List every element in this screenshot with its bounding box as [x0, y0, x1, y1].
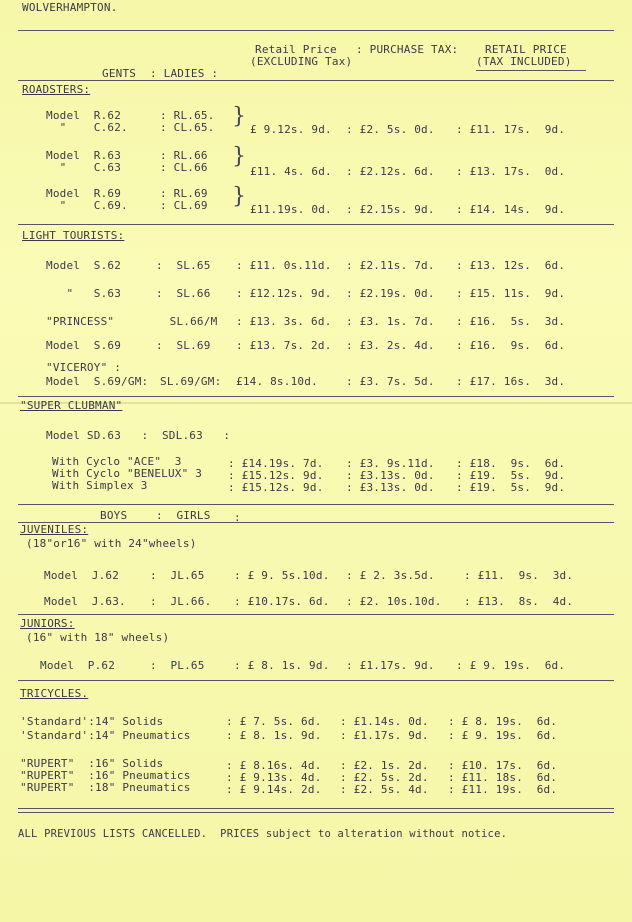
tricycle-3-model: "RUPERT" :16" Solids — [20, 757, 164, 770]
heading-tricycles: TRICYCLES. — [20, 687, 89, 700]
tourist-2-gents: " S.63 — [46, 287, 122, 300]
header-girls: : GIRLS — [156, 509, 211, 522]
roadster-1-ladies: : RL.65. — [160, 109, 215, 122]
heading-roadsters: ROADSTERS: — [22, 83, 91, 96]
roadster-2-price: £11. 4s. 6d. — [250, 165, 332, 178]
roadster-3-total: : £14. 14s. 9d. — [456, 203, 566, 216]
roadster-3-gents-alt: " C.69. — [46, 199, 128, 212]
juveniles-note: (18"or16" with 24"wheels) — [26, 537, 197, 550]
tricycle-1-price: : £ 7. 5s. 6d. — [226, 715, 322, 728]
letterhead-fragment: WOLVERHAMPTON. — [22, 1, 118, 14]
footer-notice: ALL PREVIOUS LISTS CANCELLED. PRICES subject to alteration without notice. — [18, 828, 508, 840]
juvenile-1-tax: : £ 2. 3s.5d. — [346, 569, 435, 582]
tricycle-5-tax: : £2. 5s. 4d. — [340, 783, 429, 796]
roadster-2-tax: : £2.12s. 6d. — [346, 165, 435, 178]
clubman-1-total: : £18. 9s. 6d. — [456, 457, 566, 470]
heading-juveniles: JUVENILES: — [20, 523, 89, 536]
brace: } — [232, 184, 246, 209]
tricycle-4-total: : £11. 18s. 6d. — [448, 771, 558, 784]
roadster-1-price: £ 9.12s. 9d. — [250, 123, 332, 136]
roadster-2-gents: Model R.63 — [46, 149, 122, 162]
juvenile-2-boys: Model J.63. — [44, 595, 126, 608]
tourist-3-ladies: SL.66/M — [156, 315, 218, 328]
juniors-note: (16" with 18" wheels) — [26, 631, 170, 644]
roadster-1-gents-alt: " C.62. — [46, 121, 128, 134]
tourist-1-price: : £11. 0s.11d. — [236, 259, 332, 272]
tourist-2-price: : £12.12s. 9d. — [236, 287, 332, 300]
rule-boys-girls — [18, 522, 614, 523]
roadster-1-ladies-alt: : CL.65. — [160, 121, 215, 134]
rule-tricycles-double — [18, 812, 614, 813]
tourist-3-tax: : £3. 1s. 7d. — [346, 315, 435, 328]
header-tax-included: (TAX INCLUDED) — [476, 55, 572, 68]
juvenile-1-total: : £11. 9s. 3d. — [464, 569, 574, 582]
roadster-2-total: : £13. 17s. 0d. — [456, 165, 566, 178]
tricycle-5-price: : £ 9.14s. 2d. — [226, 783, 322, 796]
tricycle-4-price: : £ 9.13s. 4d. — [226, 771, 322, 784]
tourist-1-gents: Model S.62 — [46, 259, 122, 272]
clubman-3-price: : £15.12s. 9d. — [228, 481, 324, 494]
junior-1-total: : £ 9. 19s. 6d. — [456, 659, 566, 672]
clubman-3-total: : £19. 5s. 9d. — [456, 481, 566, 494]
clubman-1-gear: With Cyclo "ACE" 3 — [52, 455, 182, 468]
tricycle-4-model: "RUPERT" :16" Pneumatics — [20, 769, 191, 782]
header-purchase-tax: : PURCHASE TAX: — [356, 43, 459, 56]
heading-super-clubman: "SUPER CLUBMAN" — [20, 399, 123, 412]
tourist-4-total: : £16. 9s. 6d. — [456, 339, 566, 352]
tricycle-2-model: 'Standard':14" Pneumatics — [20, 729, 191, 742]
viceroy-price: £14. 8s.10d. — [236, 375, 318, 388]
juvenile-2-price: : £10.17s. 6d. — [234, 595, 330, 608]
brace: } — [232, 144, 246, 169]
juvenile-1-price: : £ 9. 5s.10d. — [234, 569, 330, 582]
roadster-2-ladies: : RL.66 — [160, 149, 208, 162]
tourist-4-ladies: : SL.69 — [156, 339, 211, 352]
tourist-1-tax: : £2.11s. 7d. — [346, 259, 435, 272]
viceroy-ladies: SL.69/GM: — [160, 375, 222, 388]
tourist-2-ladies: : SL.66 — [156, 287, 211, 300]
header-retail-price: Retail Price — [255, 43, 337, 56]
rule-header — [18, 80, 614, 81]
tricycle-5-total: : £11. 19s. 6d. — [448, 783, 558, 796]
rule-tax-included — [476, 70, 586, 71]
junior-1-tax: : £1.17s. 9d. — [346, 659, 435, 672]
roadster-3-price: £11.19s. 0d. — [250, 203, 332, 216]
tricycle-2-total: : £ 9. 19s. 6d. — [448, 729, 558, 742]
header-retail-price-incl: RETAIL PRICE — [485, 43, 567, 56]
heading-juniors: JUNIORS: — [20, 617, 75, 630]
header-ladies: : LADIES : — [150, 67, 219, 80]
junior-1-price: : £ 8. 1s. 9d. — [234, 659, 330, 672]
clubman-1-tax: : £3. 9s.11d. — [346, 457, 435, 470]
viceroy-gents: Model S.69/GM: — [46, 375, 149, 388]
rule-tricycles — [18, 808, 614, 809]
tricycle-3-total: : £10. 17s. 6d. — [448, 759, 558, 772]
juvenile-1-boys: Model J.62 — [44, 569, 120, 582]
header-gents: GENTS — [102, 67, 137, 80]
roadster-2-gents-alt: " C.63 — [46, 161, 122, 174]
tricycle-3-tax: : £2. 1s. 2d. — [340, 759, 429, 772]
tourist-1-total: : £13. 12s. 6d. — [456, 259, 566, 272]
tricycle-1-total: : £ 8. 19s. 6d. — [448, 715, 558, 728]
rule-juveniles — [18, 614, 614, 615]
clubman-1-price: : £14.19s. 7d. — [228, 457, 324, 470]
heading-light-tourists: LIGHT TOURISTS: — [22, 229, 125, 242]
tricycle-4-tax: : £2. 5s. 2d. — [340, 771, 429, 784]
roadster-3-tax: : £2.15s. 9d. — [346, 203, 435, 216]
header-excluding-tax: (EXCLUDING Tax) — [250, 55, 353, 68]
tricycle-2-price: : £ 8. 1s. 9d. — [226, 729, 322, 742]
tourist-3-gents: "PRINCESS" — [46, 315, 115, 328]
juvenile-2-tax: : £2. 10s.10d. — [346, 595, 442, 608]
roadster-3-ladies: : RL.69 — [160, 187, 208, 200]
junior-1-girls: : PL.65 — [150, 659, 205, 672]
roadster-1-gents: Model R.62 — [46, 109, 122, 122]
tricycle-3-price: : £ 8.16s. 4d. — [226, 759, 322, 772]
clubman-2-total: : £19. 5s. 9d. — [456, 469, 566, 482]
viceroy-tax: : £3. 7s. 5d. — [346, 375, 435, 388]
roadster-1-tax: : £2. 5s. 0d. — [346, 123, 435, 136]
clubman-model: Model SD.63 : SDL.63 : — [46, 429, 231, 442]
rule-top — [18, 30, 614, 31]
rule-clubman — [18, 504, 614, 505]
rule-juniors — [18, 680, 614, 681]
viceroy-name: "VICEROY" : — [46, 361, 122, 374]
junior-1-boys: Model P.62 — [40, 659, 116, 672]
tricycle-1-model: 'Standard':14" Solids — [20, 715, 164, 728]
tourist-2-tax: : £2.19s. 0d. — [346, 287, 435, 300]
tourist-2-total: : £15. 11s. 9d. — [456, 287, 566, 300]
rule-tourists — [18, 396, 614, 397]
tourist-3-total: : £16. 5s. 3d. — [456, 315, 566, 328]
clubman-2-gear: With Cyclo "BENELUX" 3 — [52, 467, 203, 480]
header-boys: BOYS — [100, 509, 128, 522]
viceroy-total: : £17. 16s. 3d. — [456, 375, 566, 388]
tourist-1-ladies: : SL.65 — [156, 259, 211, 272]
tourist-4-price: : £13. 7s. 2d. — [236, 339, 332, 352]
juvenile-2-girls: : JL.66. — [150, 595, 212, 608]
roadster-1-total: : £11. 17s. 9d. — [456, 123, 566, 136]
tourist-4-gents: Model S.69 — [46, 339, 122, 352]
roadster-3-ladies-alt: : CL.69 — [160, 199, 208, 212]
tourist-3-price: : £13. 3s. 6d. — [236, 315, 332, 328]
clubman-3-gear: With Simplex 3 — [52, 479, 148, 492]
juvenile-1-girls: : JL.65 — [150, 569, 205, 582]
roadster-3-gents: Model R.69 — [46, 187, 122, 200]
tricycle-2-tax: : £1.17s. 9d. — [340, 729, 429, 742]
tourist-4-tax: : £3. 2s. 4d. — [346, 339, 435, 352]
rule-roadsters — [18, 224, 614, 225]
juvenile-2-total: : £13. 8s. 4d. — [464, 595, 574, 608]
clubman-2-tax: : £3.13s. 0d. — [346, 469, 435, 482]
roadster-2-ladies-alt: : CL.66 — [160, 161, 208, 174]
tricycle-1-tax: : £1.14s. 0d. — [340, 715, 429, 728]
header-boys-girls-colon: : — [234, 511, 241, 524]
brace: } — [232, 104, 246, 129]
clubman-3-tax: : £3.13s. 0d. — [346, 481, 435, 494]
tricycle-5-model: "RUPERT" :18" Pneumatics — [20, 781, 191, 794]
clubman-2-price: : £15.12s. 9d. — [228, 469, 324, 482]
